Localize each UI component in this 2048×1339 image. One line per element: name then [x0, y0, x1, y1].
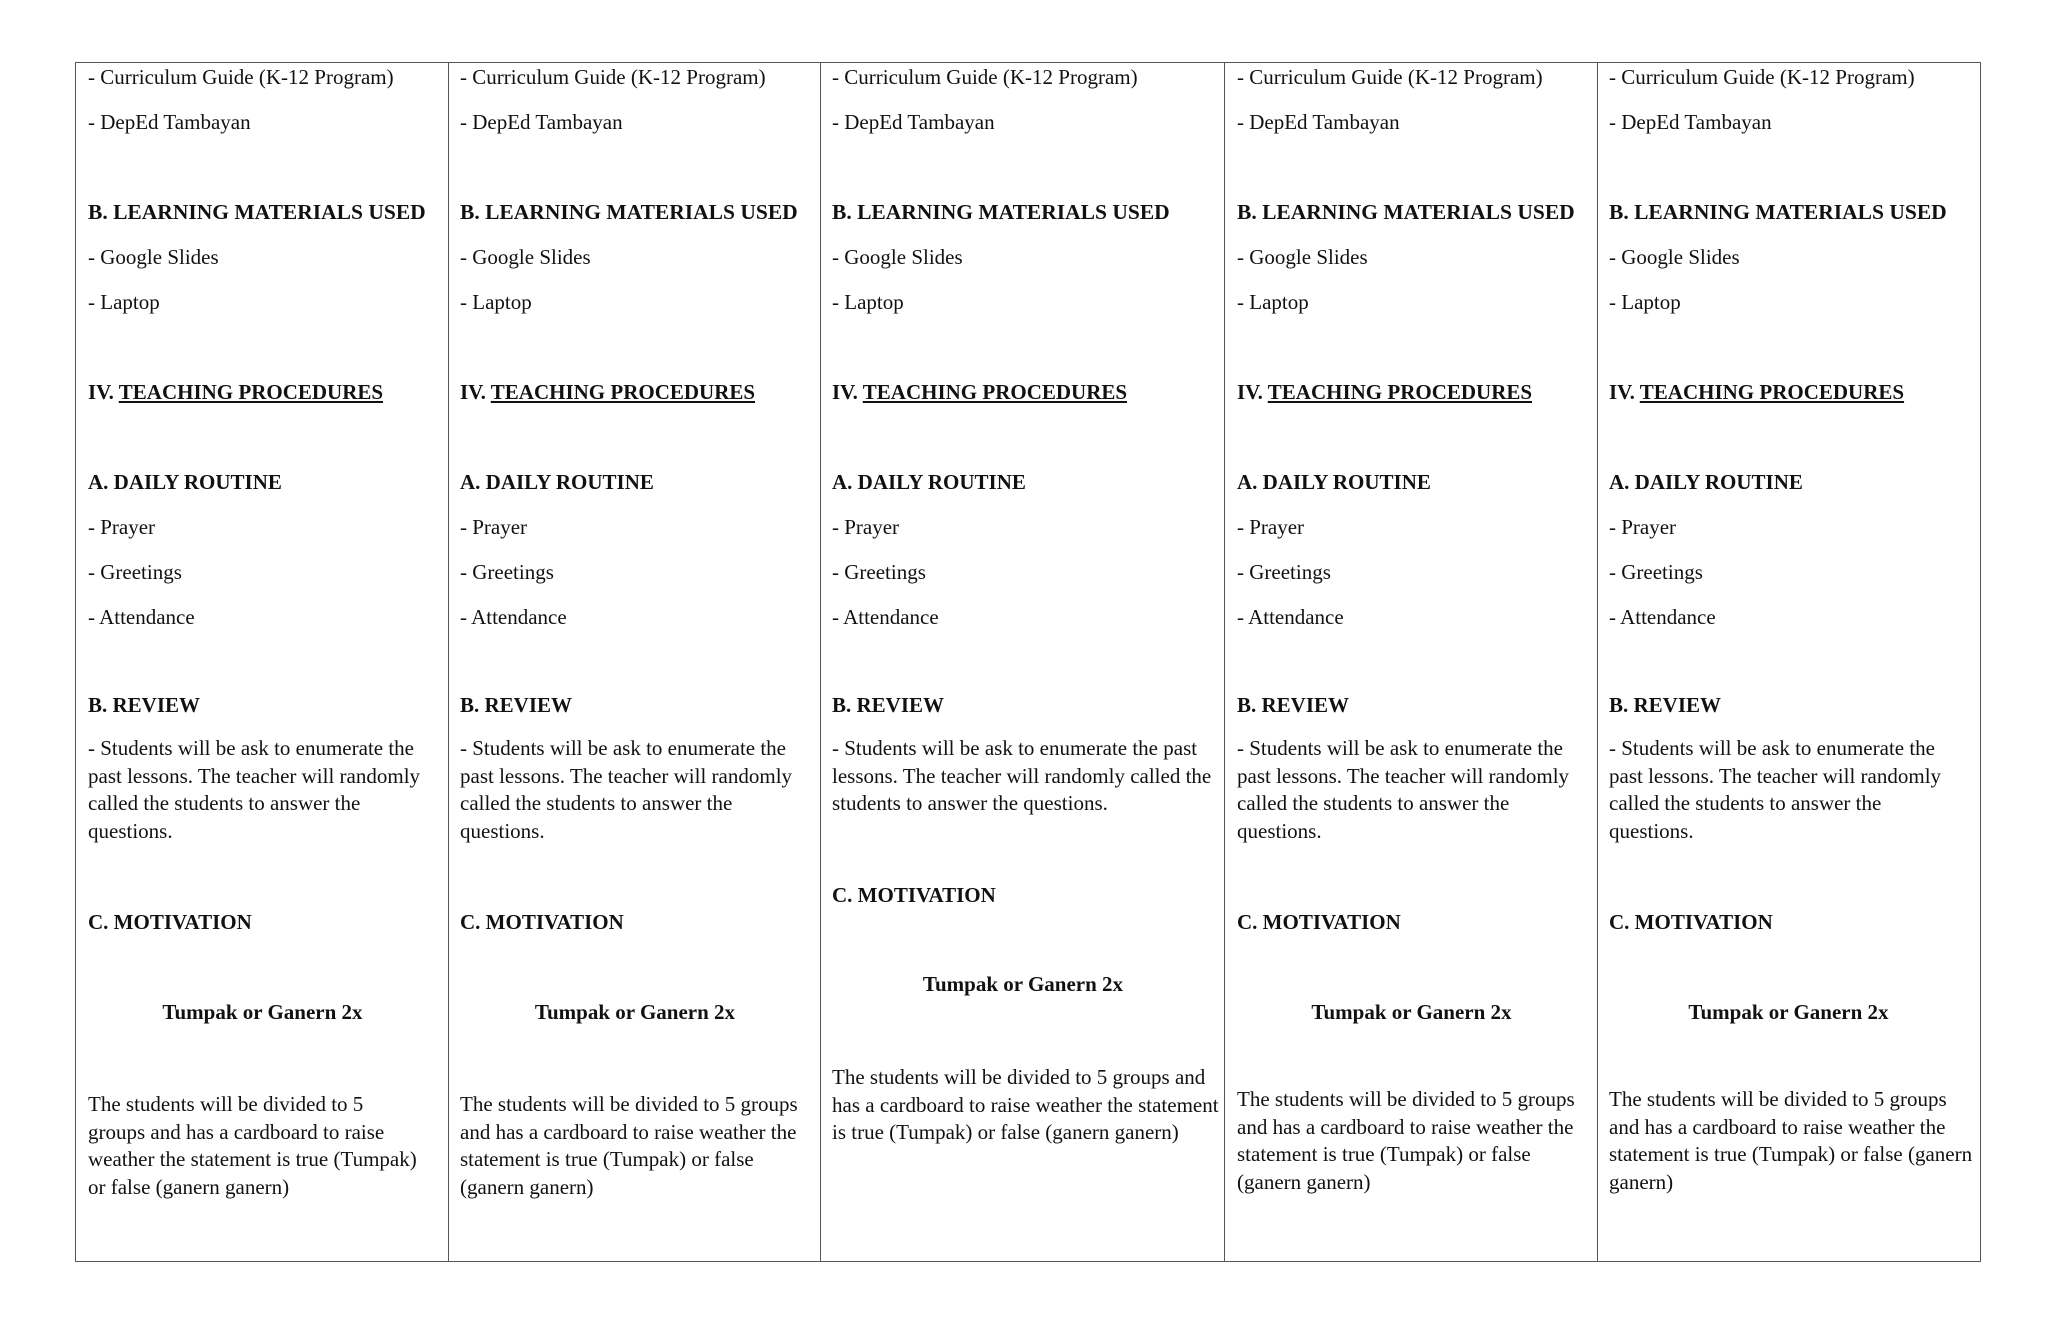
table-column-2 — [449, 63, 821, 1261]
review-heading: B. REVIEW — [832, 693, 945, 717]
review-text: - Students will be ask to enumerate the past lessons. The teacher will randomly called the students to answer the questions. — [460, 736, 793, 843]
review-heading: B. REVIEW — [1609, 693, 1722, 717]
motivation-heading: C. MOTIVATION — [1609, 910, 1773, 934]
curriculum-guide-text: - Curriculum Guide (K-12 Program) — [1237, 65, 1543, 89]
routine-item: - Attendance — [88, 605, 195, 629]
curriculum-guide-text: - Curriculum Guide (K-12 Program) — [832, 65, 1138, 89]
game-title: Tumpak or Ganern 2x — [1311, 1000, 1512, 1024]
material-item: - Laptop — [88, 290, 160, 314]
game-text: The students will be divided to 5 groups and has a cardboard to raise weather the statement is true (Tumpak) or false (ganern ganern) — [832, 1065, 1219, 1144]
routine-item: - Prayer — [1609, 515, 1677, 539]
routine-item: - Greetings — [460, 560, 554, 584]
routine-item: - Greetings — [832, 560, 926, 584]
materials-heading: B. LEARNING MATERIALS USED — [460, 200, 798, 224]
routine-item: - Attendance — [832, 605, 939, 629]
table-column-4 — [1225, 63, 1598, 1261]
routine-item: - Prayer — [460, 515, 528, 539]
routine-heading: A. DAILY ROUTINE — [832, 470, 1026, 494]
game-title: Tumpak or Ganern 2x — [1688, 1000, 1889, 1024]
routine-item: - Greetings — [1609, 560, 1703, 584]
game-text: The students will be divided to 5 groups and has a cardboard to raise weather the statement is true (Tumpak) or false (ganern ganern) — [1609, 1087, 1973, 1194]
motivation-heading: C. MOTIVATION — [88, 910, 252, 934]
routine-item: - Prayer — [88, 515, 156, 539]
procedures-title: TEACHING PROCEDURES — [862, 380, 1128, 404]
materials-heading: B. LEARNING MATERIALS USED — [1609, 200, 1947, 224]
deped-text: - DepEd Tambayan — [1237, 110, 1400, 134]
routine-item: - Greetings — [1237, 560, 1331, 584]
procedures-heading — [460, 378, 755, 406]
procedures-prefix: IV. — [1609, 380, 1640, 404]
deped-text: - DepEd Tambayan — [832, 110, 995, 134]
procedures-prefix: IV. — [832, 380, 863, 404]
procedures-title: TEACHING PROCEDURES — [1267, 380, 1533, 404]
procedures-title: TEACHING PROCEDURES — [490, 380, 756, 404]
material-item: - Google Slides — [832, 245, 963, 269]
motivation-heading: C. MOTIVATION — [1237, 910, 1401, 934]
deped-text: - DepEd Tambayan — [1609, 110, 1772, 134]
table-column-1 — [76, 63, 449, 1261]
procedures-heading — [832, 378, 1127, 406]
procedures-title: TEACHING PROCEDURES — [118, 380, 384, 404]
procedures-heading — [1237, 378, 1532, 406]
material-item: - Laptop — [1609, 290, 1681, 314]
review-heading: B. REVIEW — [460, 693, 573, 717]
routine-item: - Attendance — [1237, 605, 1344, 629]
deped-text: - DepEd Tambayan — [460, 110, 623, 134]
motivation-heading: C. MOTIVATION — [832, 883, 996, 907]
game-text: The students will be divided to 5 groups and has a cardboard to raise weather the statement is true (Tumpak) or false (ganern ganern) — [88, 1092, 417, 1199]
material-item: - Google Slides — [1609, 245, 1740, 269]
review-heading: B. REVIEW — [1237, 693, 1350, 717]
routine-item: - Prayer — [832, 515, 900, 539]
lesson-plan-table — [75, 62, 1981, 1262]
review-text: - Students will be ask to enumerate the past lessons. The teacher will randomly called the students to answer the questions. — [88, 736, 421, 843]
game-title: Tumpak or Ganern 2x — [162, 1000, 363, 1024]
curriculum-guide-text: - Curriculum Guide (K-12 Program) — [1609, 65, 1915, 89]
review-text: - Students will be ask to enumerate the past lessons. The teacher will randomly called the students to answer the questions. — [1609, 736, 1942, 843]
routine-item: - Prayer — [1237, 515, 1305, 539]
procedures-title: TEACHING PROCEDURES — [1639, 380, 1905, 404]
materials-heading: B. LEARNING MATERIALS USED — [88, 200, 426, 224]
materials-heading: B. LEARNING MATERIALS USED — [1237, 200, 1575, 224]
routine-heading: A. DAILY ROUTINE — [460, 470, 654, 494]
table-column-3 — [821, 63, 1225, 1261]
materials-heading: B. LEARNING MATERIALS USED — [832, 200, 1170, 224]
motivation-heading: C. MOTIVATION — [460, 910, 624, 934]
routine-item: - Greetings — [88, 560, 182, 584]
curriculum-guide-text: - Curriculum Guide (K-12 Program) — [88, 65, 394, 89]
procedures-prefix: IV. — [1237, 380, 1268, 404]
game-title: Tumpak or Ganern 2x — [534, 1000, 736, 1024]
material-item: - Google Slides — [460, 245, 591, 269]
review-text: - Students will be ask to enumerate the past lessons. The teacher will randomly called the students to answer the questions. — [832, 736, 1212, 815]
curriculum-guide-text: - Curriculum Guide (K-12 Program) — [460, 65, 766, 89]
procedures-heading — [88, 378, 383, 406]
routine-heading: A. DAILY ROUTINE — [1609, 470, 1803, 494]
game-title: Tumpak or Ganern 2x — [922, 972, 1124, 996]
review-heading: B. REVIEW — [88, 693, 201, 717]
material-item: - Laptop — [460, 290, 532, 314]
procedures-prefix: IV. — [460, 380, 491, 404]
routine-item: - Attendance — [460, 605, 567, 629]
routine-item: - Attendance — [1609, 605, 1716, 629]
material-item: - Laptop — [832, 290, 904, 314]
procedures-heading — [1609, 378, 1904, 406]
routine-heading: A. DAILY ROUTINE — [88, 470, 282, 494]
deped-text: - DepEd Tambayan — [88, 110, 251, 134]
table-column-5 — [1598, 63, 1979, 1261]
procedures-prefix: IV. — [88, 380, 119, 404]
material-item: - Google Slides — [1237, 245, 1368, 269]
routine-heading: A. DAILY ROUTINE — [1237, 470, 1431, 494]
game-text: The students will be divided to 5 groups and has a cardboard to raise weather the statement is true (Tumpak) or false (ganern ganern) — [460, 1092, 798, 1199]
material-item: - Laptop — [1237, 290, 1309, 314]
game-text: The students will be divided to 5 groups and has a cardboard to raise weather the statement is true (Tumpak) or false (ganern ganern) — [1237, 1087, 1575, 1194]
review-text: - Students will be ask to enumerate the past lessons. The teacher will randomly called the students to answer the questions. — [1237, 736, 1570, 843]
material-item: - Google Slides — [88, 245, 219, 269]
